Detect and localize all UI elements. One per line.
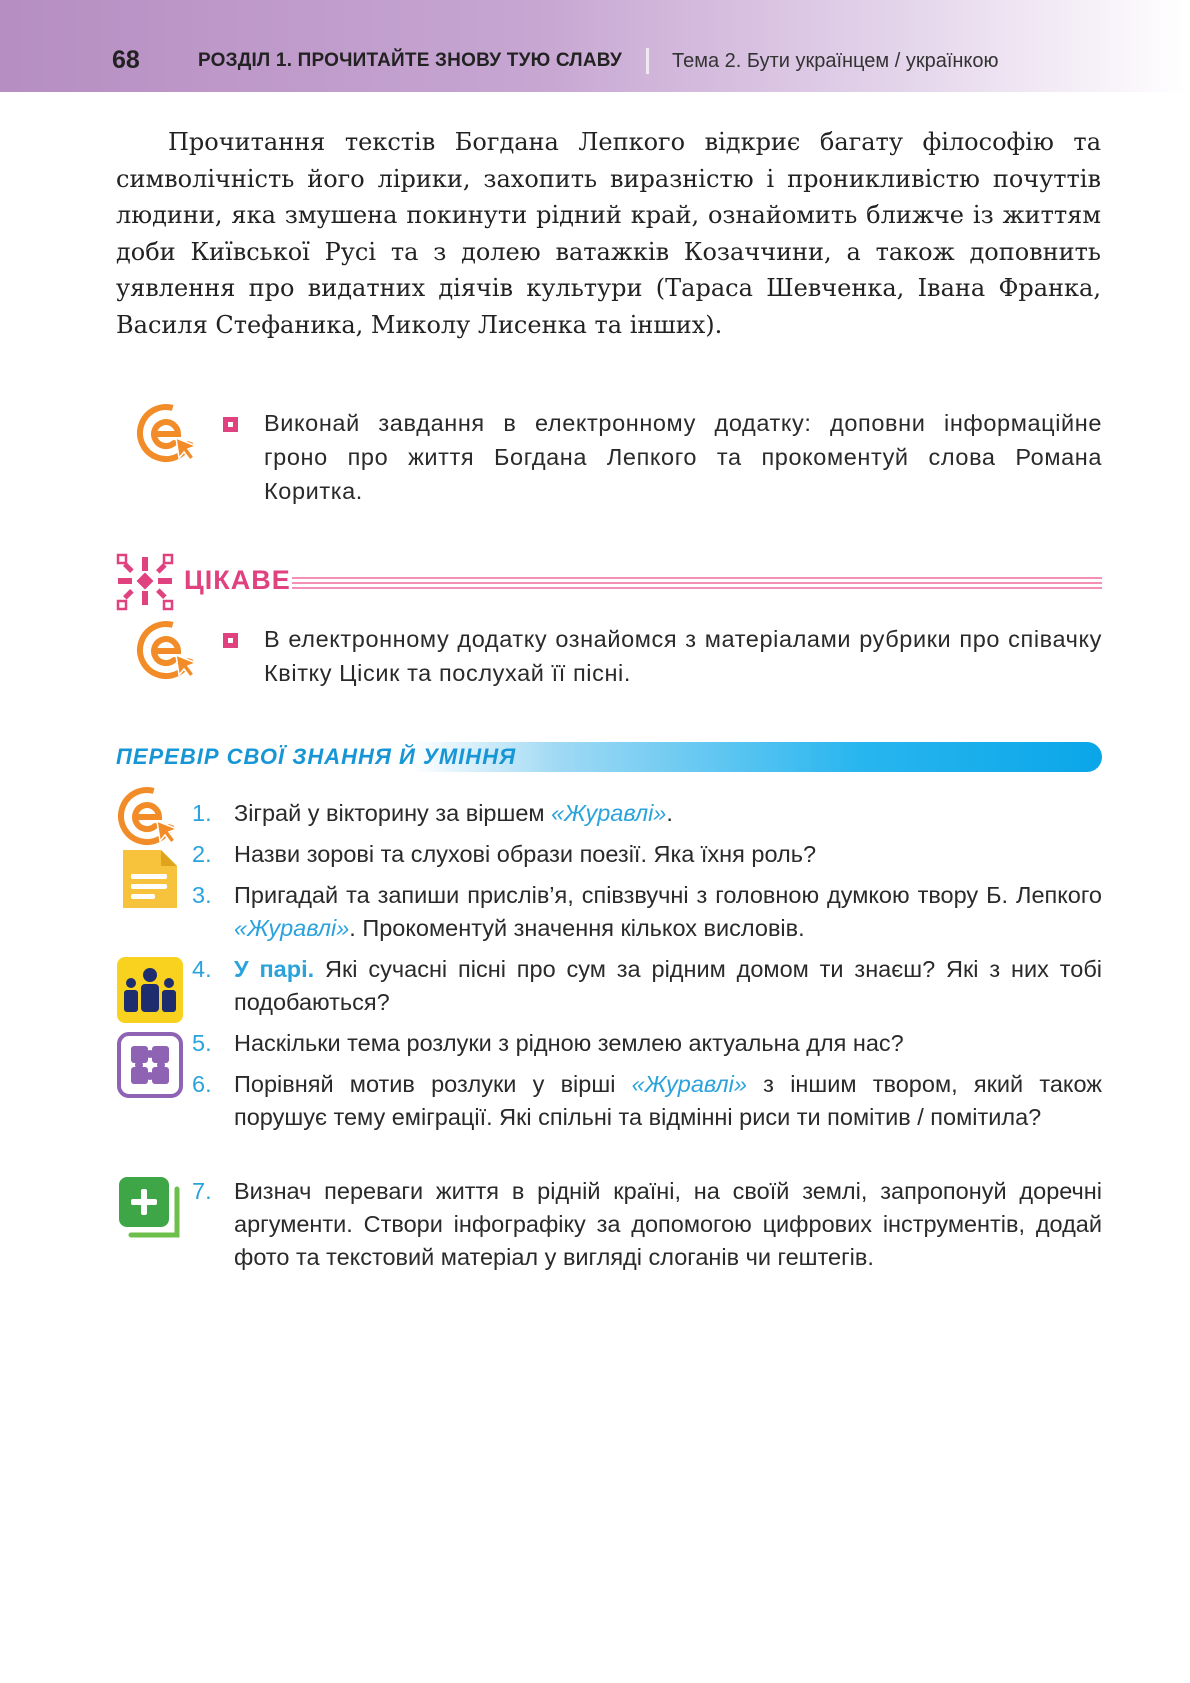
question-5 (192, 1027, 1102, 1060)
question-number: 2. (192, 841, 212, 867)
question-number: 1. (192, 800, 212, 826)
question-text: Наскільки тема розлуки з рідною землею актуальна для нас? (234, 1030, 904, 1056)
question-1 (192, 797, 1102, 830)
puzzle-icon (117, 1032, 183, 1098)
ornament-icon (112, 553, 178, 617)
question-number: 6. (192, 1071, 212, 1097)
e-resource-icon[interactable] (136, 619, 202, 681)
e-task-text: Виконай завдання в електронному додатку: доповни інформаційне гроно про життя Богдана Лепкого та прокоментуй слова Романа Коритка. (264, 410, 1102, 504)
poem-title: «Журавлі» (234, 915, 350, 941)
question-6 (192, 1068, 1102, 1134)
question-text: . Прокоментуй значення кількох висловів. (349, 915, 805, 941)
bullet-marker (223, 417, 238, 432)
cikave-divider (292, 577, 1102, 592)
question-2 (192, 838, 1102, 871)
cikave-task-text: В електронному додатку ознайомся з матеріалами рубрики про співачку Квітку Цісик та послухай її пісні. (264, 626, 1102, 686)
page-header (0, 0, 1190, 92)
poem-title: «Журавлі» (631, 1071, 747, 1097)
question-text: . (666, 800, 673, 826)
question-text: Порівняй мотив розлуки у вірші (234, 1071, 632, 1097)
question-7 (192, 1175, 1102, 1274)
question-text: Які сучасні пісні про сум за рідним домом ти знаєш? Які з них тобі подобаються? (234, 956, 1102, 1015)
question-4 (192, 953, 1102, 1019)
question-text: Назви зорові та слухові образи поезії. Яка їхня роль? (234, 841, 817, 867)
intro-paragraph: Прочитання текстів Богдана Лепкого відкриє багату філософію та символічність його лірики, захопить виразністю і проникливістю почуттів людини, яка змушена покинути рідний край, ознайомить ближче із життям доби Київської Русі та з долею ватажків Козаччини, а також доповнить уявлення про видатних діячів культури (Тараса Шевченка, Івана Франка, Василя Стефаника, Миколу Лисенка та інших). (116, 128, 1101, 339)
group-icon (117, 957, 183, 1023)
check-section-title: ПЕРЕВІР СВОЇ ЗНАННЯ Й УМІННЯ (116, 744, 517, 769)
section-title: РОЗДІЛ 1. ПРОЧИТАЙТЕ ЗНОВУ ТУЮ СЛАВУ (198, 50, 622, 71)
question-number: 3. (192, 882, 212, 908)
document-icon (119, 846, 181, 912)
question-text: Зіграй у вікторину за віршем (234, 800, 552, 826)
cikave-title: ЦІКАВЕ (184, 565, 291, 595)
bullet-marker (223, 633, 238, 648)
question-number: 4. (192, 956, 212, 982)
question-text: Визнач переваги життя в рідній країні, на своїй землі, запропонуй доречні аргументи. Створи інфографіку за допомогою цифрових інструментів, додай фото та текстовий матеріал у вигляді слоганів чи гештегів. (234, 1178, 1102, 1270)
e-resource-icon[interactable] (117, 785, 183, 847)
question-3 (192, 879, 1102, 945)
page-number: 68 (112, 46, 140, 74)
topic-title: Тема 2. Бути українцем / українкою (672, 50, 999, 72)
pair-work-label: У парі. (234, 956, 315, 982)
question-text: з іншим твором, який також порушує тему еміграції. Які спільні та відмінні риси ти помітив / помітила? (234, 1071, 1102, 1130)
add-icon (117, 1175, 183, 1241)
poem-title: «Журавлі» (551, 800, 667, 826)
question-text: Пригадай та запиши прислів’я, співзвучні з головною думкою твору Б. Лепкого (234, 882, 1102, 908)
header-separator (646, 48, 649, 74)
question-number: 5. (192, 1030, 212, 1056)
e-resource-icon[interactable] (136, 402, 202, 464)
question-number: 7. (192, 1178, 212, 1204)
